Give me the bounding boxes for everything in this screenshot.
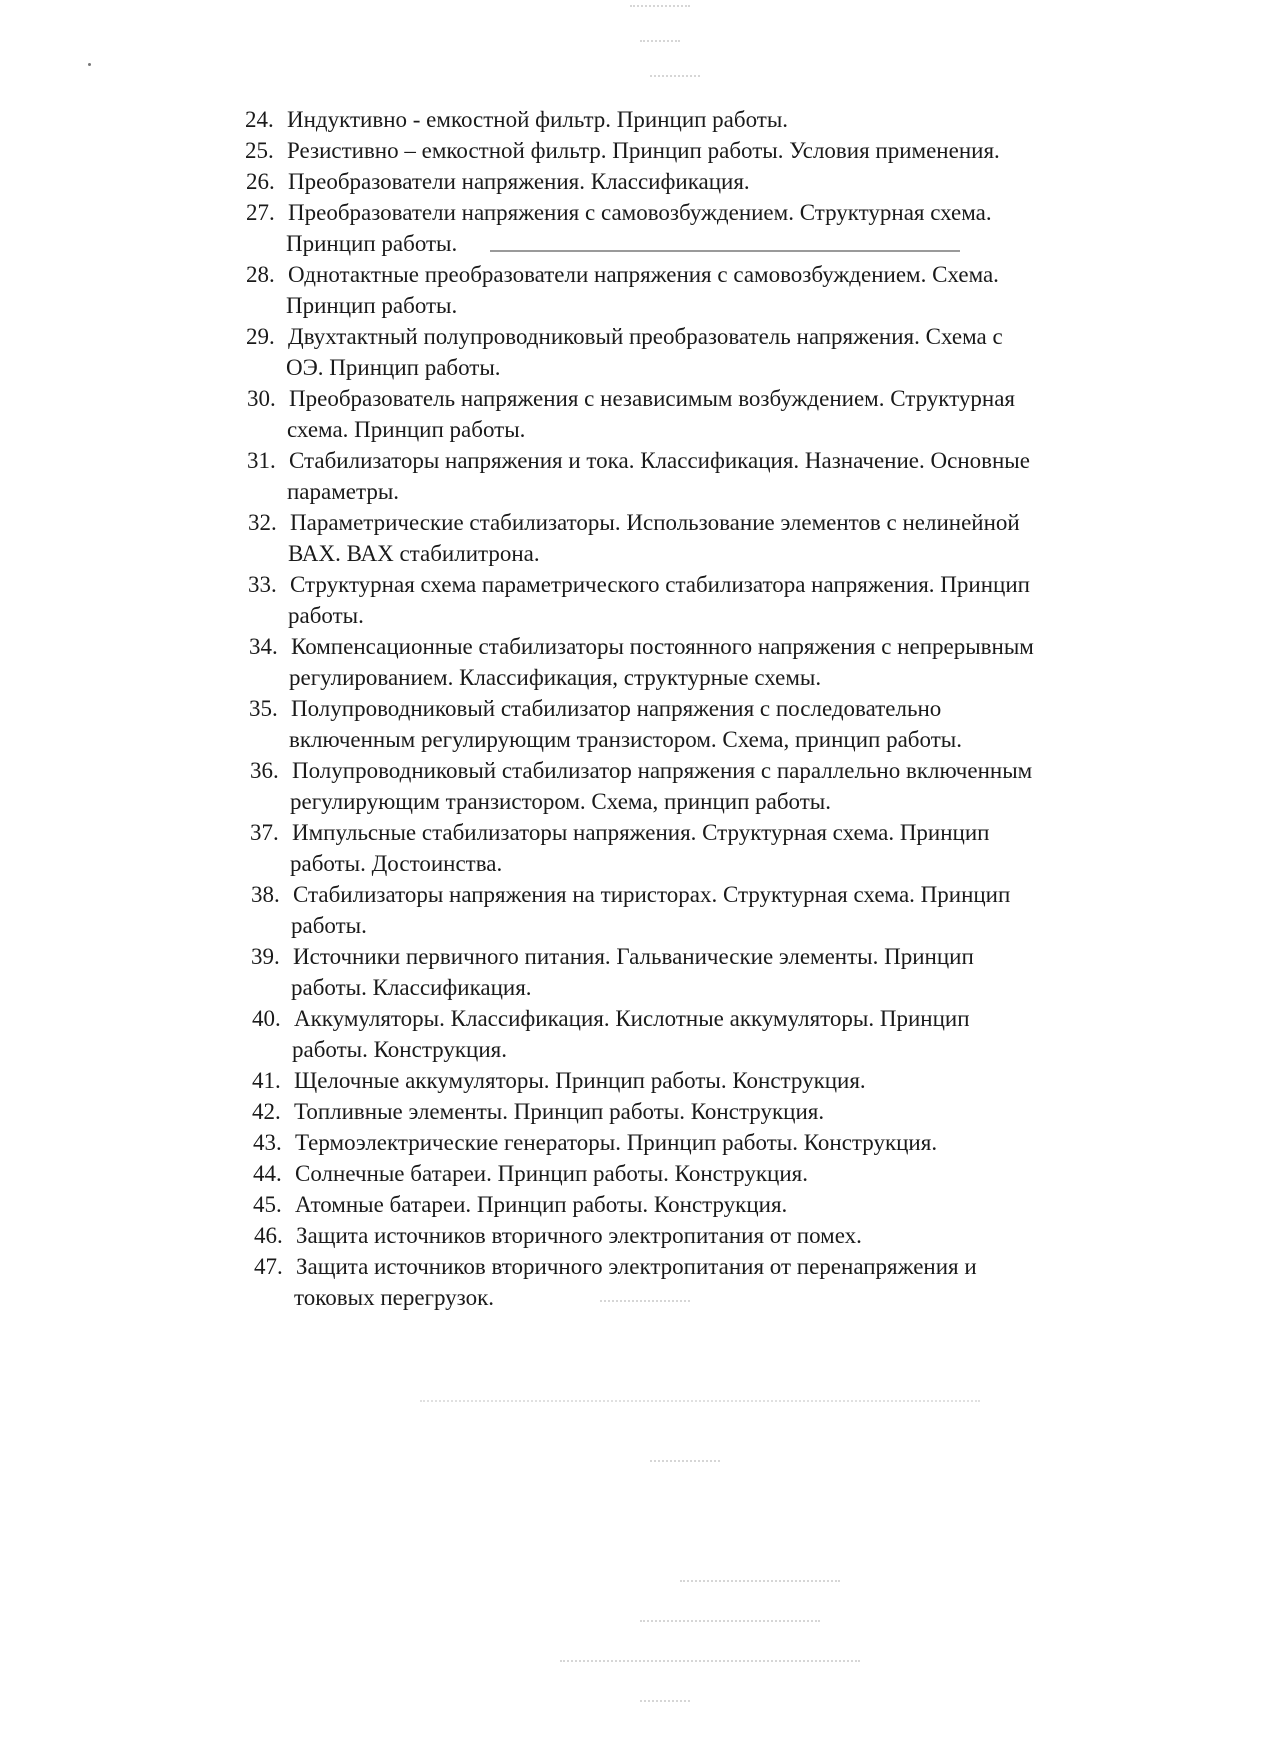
item-text-continuation: работы. Достоинства.	[290, 851, 503, 876]
item-number: 25.	[245, 138, 274, 163]
list-item	[253, 1158, 808, 1189]
item-text-continuation: Принцип работы.	[286, 293, 458, 318]
item-number: 45.	[253, 1192, 282, 1217]
bleed-through-mark	[640, 1700, 690, 1712]
item-text: Полупроводниковый стабилизатор напряжения с последовательно	[291, 696, 942, 721]
item-text: Преобразователь напряжения с независимым возбуждением. Структурная	[289, 386, 1015, 411]
list-item	[249, 693, 962, 755]
item-text: Солнечные батареи. Принцип работы. Конструкция.	[295, 1161, 808, 1186]
list-item	[248, 507, 1020, 569]
item-text-continuation: схема. Принцип работы.	[287, 417, 526, 442]
item-text-continuation: регулирующим транзистором. Схема, принцип работы.	[290, 789, 831, 814]
list-item	[245, 135, 1000, 166]
item-text: Резистивно – емкостной фильтр. Принцип работы. Условия применения.	[287, 138, 1000, 163]
item-text: Атомные батареи. Принцип работы. Конструкция.	[295, 1192, 788, 1217]
list-item	[247, 445, 1030, 507]
item-number: 28.	[246, 262, 275, 287]
item-text: Параметрические стабилизаторы. Использование элементов с нелинейной	[290, 510, 1020, 535]
item-text-continuation: регулированием. Классификация, структурные схемы.	[289, 665, 822, 690]
item-number: 42.	[252, 1099, 281, 1124]
item-text-continuation: работы. Конструкция.	[292, 1037, 507, 1062]
item-text: Защита источников вторичного электропитания от помех.	[296, 1223, 862, 1248]
item-text-continuation: работы.	[288, 603, 364, 628]
list-item	[250, 755, 1032, 817]
item-text: Структурная схема параметрического стабилизатора напряжения. Принцип	[290, 572, 1030, 597]
list-item	[250, 817, 989, 879]
item-number: 43.	[253, 1130, 282, 1155]
item-number: 35.	[249, 696, 278, 721]
bleed-through-mark	[640, 1620, 820, 1632]
bleed-through-mark	[680, 1580, 840, 1592]
list-item	[254, 1220, 862, 1251]
item-number: 44.	[253, 1161, 282, 1186]
item-text: Топливные элементы. Принцип работы. Конструкция.	[294, 1099, 825, 1124]
item-text: Термоэлектрические генераторы. Принцип работы. Конструкция.	[295, 1130, 938, 1155]
item-text-continuation: работы.	[291, 913, 367, 938]
item-number: 26.	[246, 169, 275, 194]
item-text: Стабилизаторы напряжения на тиристорах. Структурная схема. Принцип	[293, 882, 1011, 907]
item-text: Двухтактный полупроводниковый преобразователь напряжения. Схема с	[288, 324, 1003, 349]
list-item	[252, 1096, 824, 1127]
item-text: Полупроводниковый стабилизатор напряжения с параллельно включенным	[292, 758, 1033, 783]
item-number: 41.	[252, 1068, 281, 1093]
list-item	[253, 1127, 937, 1158]
item-text: Стабилизаторы напряжения и тока. Классификация. Назначение. Основные	[289, 448, 1030, 473]
item-text: Преобразователи напряжения с самовозбуждением. Структурная схема.	[288, 200, 992, 225]
item-number: 47.	[254, 1254, 283, 1279]
item-number: 33.	[248, 572, 277, 597]
item-text: Импульсные стабилизаторы напряжения. Структурная схема. Принцип	[292, 820, 990, 845]
bleed-through-mark	[420, 1400, 980, 1412]
item-number: 36.	[250, 758, 279, 783]
item-number: 27.	[246, 200, 275, 225]
list-item	[252, 1003, 970, 1065]
list-item	[247, 383, 1015, 445]
list-item	[246, 197, 992, 259]
item-text: Щелочные аккумуляторы. Принцип работы. Конструкция.	[294, 1068, 866, 1093]
item-number: 31.	[247, 448, 276, 473]
list-item	[253, 1189, 787, 1220]
item-text-continuation: Принцип работы.	[286, 231, 458, 256]
bleed-through-mark	[650, 1460, 720, 1472]
item-text-continuation: работы. Классификация.	[291, 975, 532, 1000]
item-text-continuation: токовых перегрузок.	[294, 1285, 495, 1310]
item-text: Преобразователи напряжения. Классификация.	[288, 169, 750, 194]
list-item	[246, 321, 1003, 383]
item-number: 38.	[251, 882, 280, 907]
item-text-continuation: ВАХ. ВАХ стабилитрона.	[288, 541, 540, 566]
list-item	[248, 569, 1030, 631]
list-item	[251, 879, 1010, 941]
item-text-continuation: ОЭ. Принцип работы.	[286, 355, 501, 380]
item-number: 40.	[252, 1006, 281, 1031]
list-item	[246, 166, 750, 197]
list-item	[252, 1065, 866, 1096]
list-item	[249, 631, 1034, 693]
list-item	[245, 104, 788, 135]
item-number: 29.	[246, 324, 275, 349]
list-item	[254, 1251, 977, 1313]
item-text: Компенсационные стабилизаторы постоянного напряжения с непрерывным	[291, 634, 1034, 659]
item-number: 46.	[254, 1223, 283, 1248]
item-number: 39.	[251, 944, 280, 969]
item-text-continuation: параметры.	[287, 479, 400, 504]
item-text: Аккумуляторы. Классификация. Кислотные аккумуляторы. Принцип	[294, 1006, 970, 1031]
item-text: Источники первичного питания. Гальванические элементы. Принцип	[293, 944, 974, 969]
item-number: 34.	[249, 634, 278, 659]
list-item	[246, 259, 999, 321]
item-text: Индуктивно - емкостной фильтр. Принцип работы.	[287, 107, 789, 132]
item-text: Однотактные преобразователи напряжения с самовозбуждением. Схема.	[288, 262, 999, 287]
item-number: 37.	[250, 820, 279, 845]
list-item	[251, 941, 974, 1003]
item-number: 32.	[248, 510, 277, 535]
item-number: 24.	[245, 107, 274, 132]
bleed-through-mark	[560, 1660, 860, 1672]
item-text: Защита источников вторичного электропитания от перенапряжения и	[296, 1254, 977, 1279]
item-text-continuation: включенным регулирующим транзистором. Схема, принцип работы.	[289, 727, 962, 752]
item-number: 30.	[247, 386, 276, 411]
